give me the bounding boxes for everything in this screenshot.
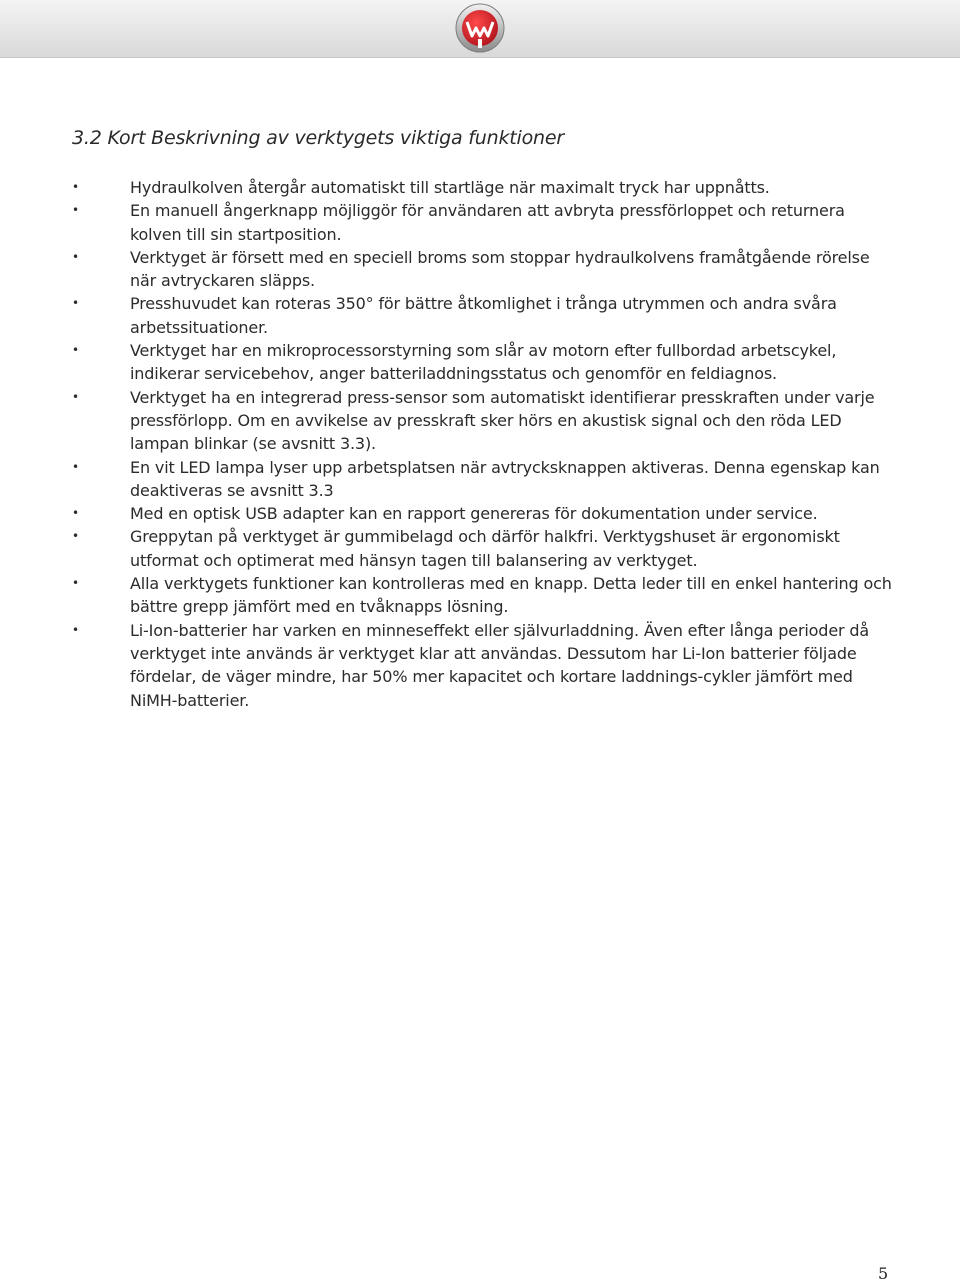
list-item [72,176,892,199]
list-item [72,246,892,293]
list-item [72,199,892,246]
bullet-icon: • [72,389,79,404]
section-heading: 3.2 Kort Beskrivning av verktygets viktiga funktioner [72,127,564,149]
list-item-text: Verktyget har en mikroprocessorstyrning som slår av motorn efter fullbordad arbetscykel, indikerar servicebehov, anger batteriladdningsstatus och genomför en feldiagnos. [130,341,837,384]
list-item-text: En vit LED lampa lyser upp arbetsplatsen när avtrycksknappen aktiveras. Denna egenskap kan deaktiveras se avsnitt 3.3 [130,457,880,500]
brand-emblem-icon [454,2,506,54]
feature-list [72,176,892,712]
header-bar [0,0,960,58]
list-item-text: Presshuvudet kan roteras 350° för bättre åtkomlighet i trånga utrymmen och andra svåra arbetssituationer. [130,294,837,337]
list-item [72,292,892,339]
list-item-text: Verktyget är försett med en speciell broms som stoppar hydraulkolvens framåtgående rörelse när avtryckaren släpps. [130,247,870,291]
list-item-text: Li-Ion-batterier har varken en minneseffekt eller självurladdning. Även efter långa perioder då verktyget inte används är verktyget klar att användas. Dessutom har Li-Ion batterier följade fördelar, de väger mindre, har 50% mer kapacitet och kortare laddnings-cykler jämfört med NiMH-batterier. [130,620,870,710]
list-item-text: Med en optisk USB adapter kan en rapport genereras för dokumentation under service. [130,504,818,524]
list-item-text: Hydraulkolven återgår automatiskt till startläge när maximalt tryck har uppnåtts. [130,178,770,197]
list-item [72,572,892,619]
bullet-icon: • [72,343,79,358]
list-item [72,386,892,456]
list-item [72,456,892,503]
bullet-icon: • [72,576,79,591]
bullet-icon: • [72,203,79,218]
bullet-icon: • [72,622,79,637]
list-item-text: Verktyget ha en integrerad press-sensor som automatiskt identifierar presskraften under varje pressförlopp. Om en avvikelse av presskraft sker hörs en akustisk signal och den röda LED lampan blinkar (se avsnitt 3.3). [130,387,875,454]
list-item [72,339,892,386]
bullet-icon: • [72,506,79,521]
list-item [72,525,892,572]
list-item-text: Greppytan på verktyget är gummibelagd och därför halkfri. Verktygshuset är ergonomiskt utformat och optimerat med hänsyn tagen till balansering av verktyget. [130,527,840,570]
page-number: 5 [878,1264,889,1283]
bullet-icon: • [72,249,79,264]
bullet-icon: • [72,180,79,194]
list-item-text: En manuell ångerknapp möjliggör för användaren att avbryta pressförloppet och returnera kolven till sin startposition. [130,201,845,244]
bullet-icon: • [72,296,79,311]
bullet-icon: • [72,459,79,474]
list-item [72,502,892,525]
list-item [72,619,892,712]
bullet-icon: • [72,529,79,544]
list-item-text: Alla verktygets funktioner kan kontrolleras med en knapp. Detta leder till en enkel hantering och bättre grepp jämfört med en tvåknapps lösning. [130,574,892,617]
